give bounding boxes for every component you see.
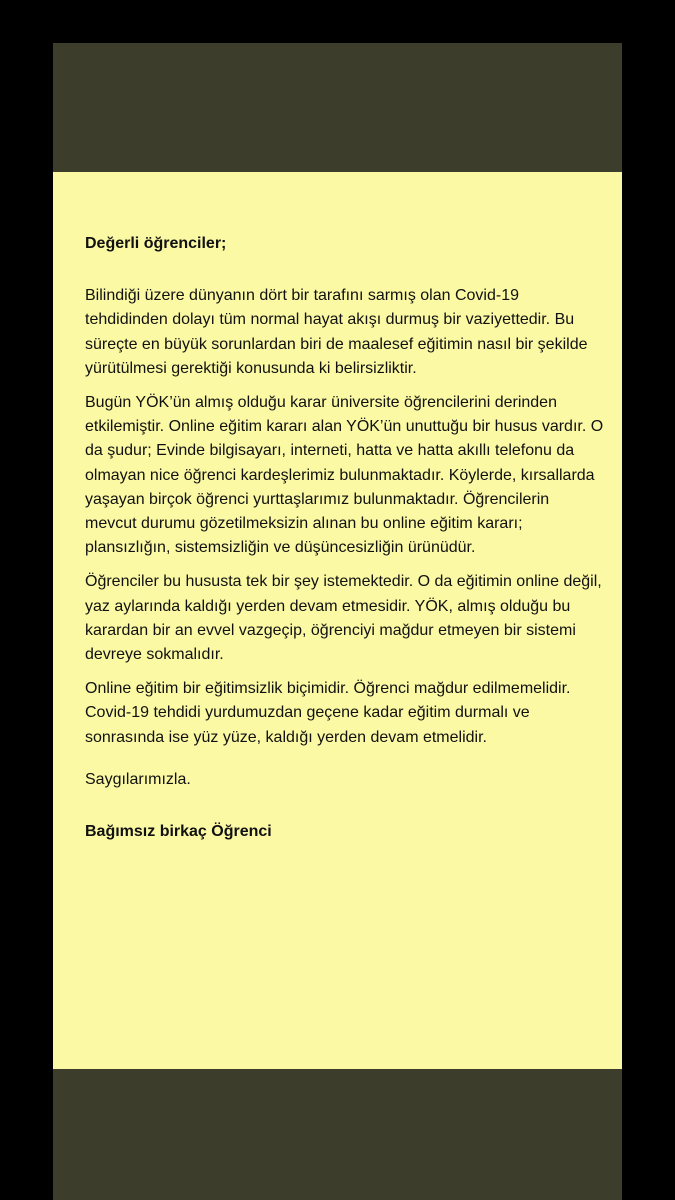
letter-greeting: Değerli öğrenciler; [85, 235, 227, 252]
letter-paper [53, 172, 622, 1069]
letter-paragraph-1: Bilindiği üzere dünyanın dört bir tarafını sarmış olan Covid-19 tehdidinden dolayı tüm normal hayat akışı durmuş bir vaziyettedir. Bu süreçte en büyük sorunlardan biri de maalesef eğitimin nasıl bir şekilde yürütülmesi gerektiği konusunda ki belirsizliktir. [85, 287, 588, 377]
letter-paragraph-2: Bugün YÖK’ün almış olduğu karar üniversite öğrencilerini derinden etkilemiştir. Online eğitim kararı alan YÖK’ün unuttuğu bir husus vardır. O da şudur; Evinde bilgisayarı, interneti, hatta ve hatta akıllı telefonu da olmayan nice öğrenci kardeşlerimiz bulunmaktadır. Köylerde, kırsallarda yaşayan birçok öğrenci yurttaşlarımız bulunmaktadır. Öğrencilerin mevcut durumu gözetilmeksizin alınan bu online eğitim kararı; plansızlığın, sistemsizliğin ve düşüncesizliğin ürünüdür. [85, 394, 604, 557]
letter-paragraph-4: Online eğitim bir eğitimsizlik biçimidir. Öğrenci mağdur edilmemelidir. Covid-19 tehdidi yurdumuzdan geçene kadar eğitim durmalı ve sonrasında ise yüz yüze, kaldığı yerden devam etmelidir. [85, 680, 571, 746]
letter-body [85, 232, 605, 844]
letter-signature: Bağımsız birkaç Öğrenci [85, 823, 272, 841]
letter-closing: Saygılarımızla. [85, 770, 191, 788]
letter-paragraph-3: Öğrenciler bu hususta tek bir şey istemektedir. O da eğitimin online değil, yaz aylarında kaldığı yerden devam etmesidir. YÖK, almış olduğu bu karardan bir an evvel vazgeçip, öğrenciyi mağdur etmeyen bir sistemi devreye sokmalıdır. [85, 573, 602, 664]
